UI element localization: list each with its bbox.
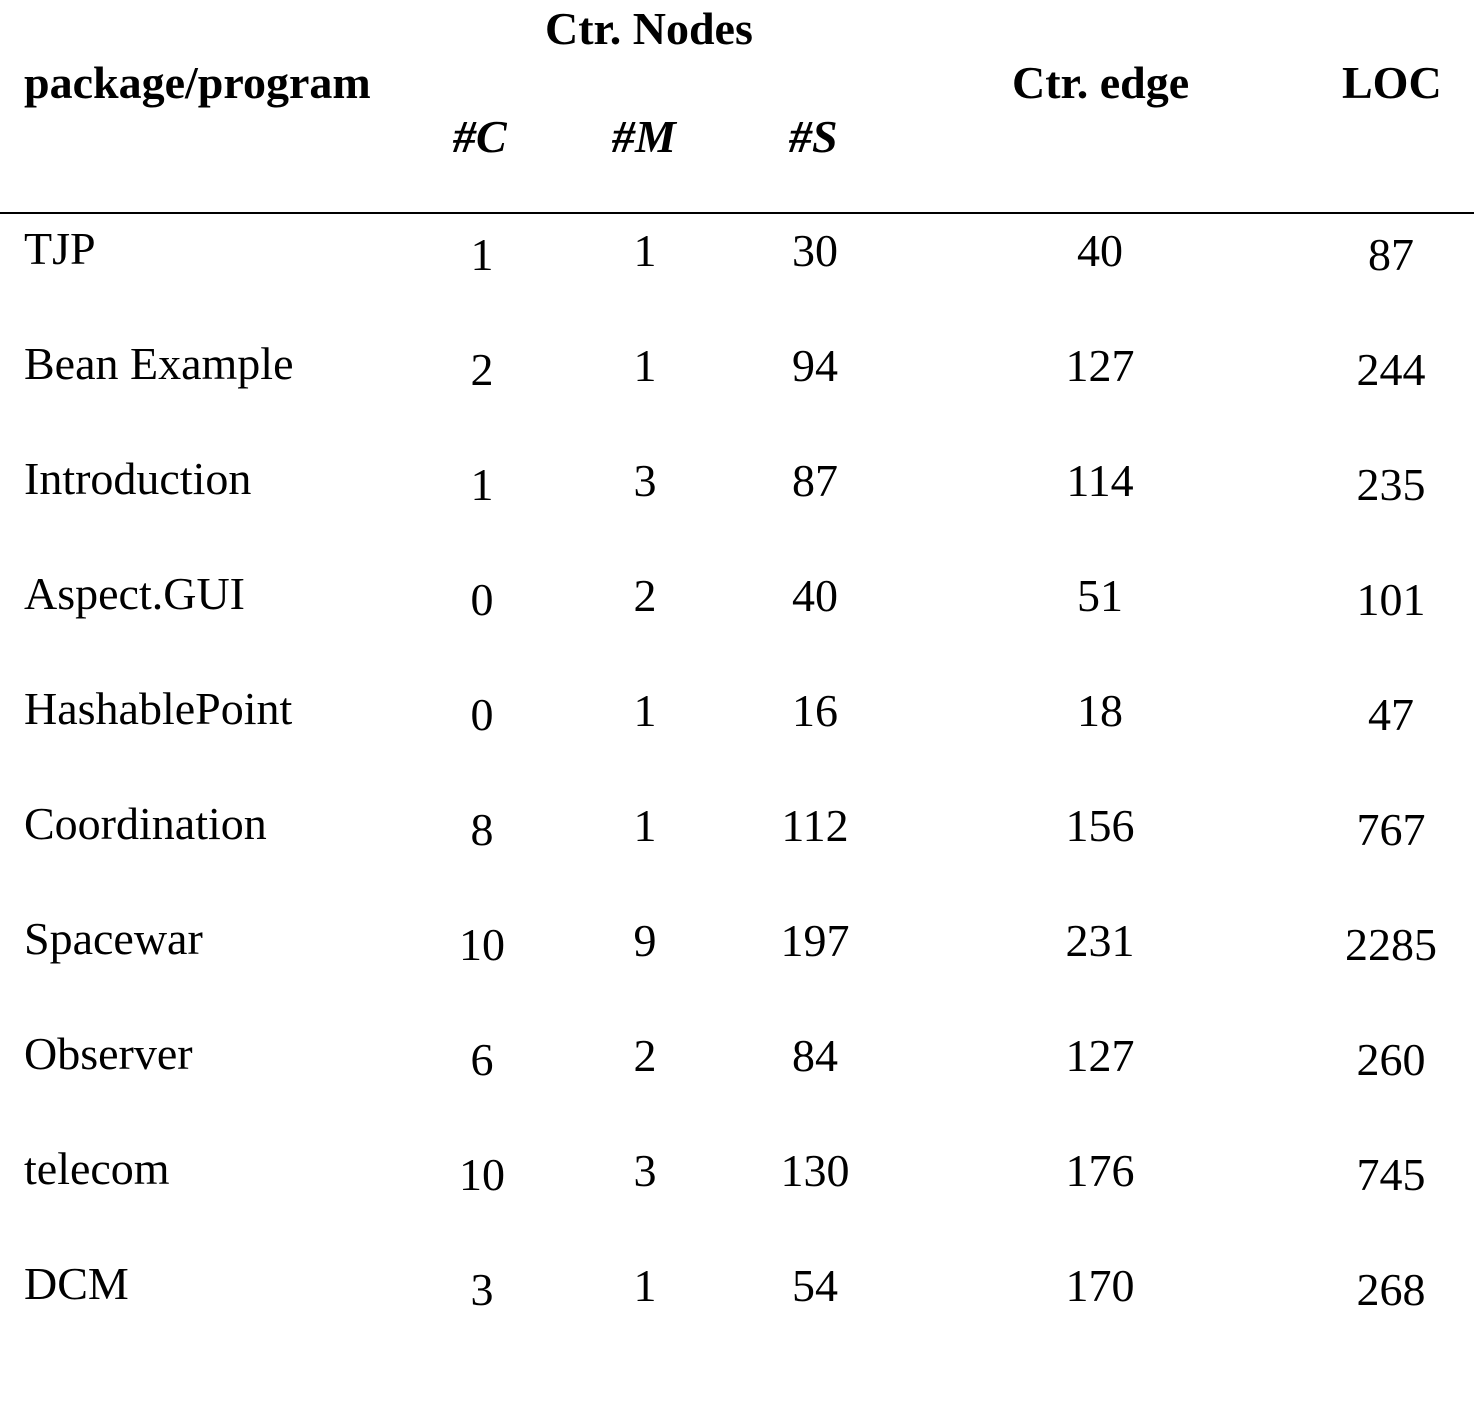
cell-c: 10 bbox=[459, 1149, 505, 1200]
cell-ctr-edge: 176 bbox=[1065, 1145, 1135, 1196]
cell-package: Introduction bbox=[24, 453, 252, 504]
cell-m: 3 bbox=[633, 1145, 657, 1196]
cell-s: 94 bbox=[792, 340, 838, 391]
cell-m: 1 bbox=[633, 340, 657, 391]
cell-ctr-edge: 127 bbox=[1065, 340, 1135, 391]
header-loc: LOC bbox=[1342, 57, 1442, 108]
cell-package: TJP bbox=[24, 223, 96, 274]
table-row bbox=[0, 223, 1474, 286]
cell-c: 10 bbox=[459, 919, 505, 970]
cell-s: 54 bbox=[792, 1260, 838, 1311]
header-divider bbox=[0, 212, 1474, 214]
cell-ctr-edge: 40 bbox=[1077, 225, 1123, 276]
cell-s: 87 bbox=[792, 455, 838, 506]
cell-c: 0 bbox=[470, 689, 494, 740]
cell-loc: 235 bbox=[1356, 459, 1426, 510]
cell-ctr-edge: 231 bbox=[1065, 915, 1135, 966]
table-row bbox=[0, 453, 1474, 516]
cell-c: 2 bbox=[470, 344, 494, 395]
cell-s: 40 bbox=[792, 570, 838, 621]
cell-loc: 268 bbox=[1356, 1264, 1426, 1315]
cell-package: Coordination bbox=[24, 798, 267, 849]
cell-ctr-edge: 114 bbox=[1066, 455, 1134, 506]
table-row bbox=[0, 568, 1474, 631]
cell-s: 30 bbox=[792, 225, 838, 276]
cell-c: 3 bbox=[470, 1264, 494, 1315]
cell-c: 1 bbox=[470, 459, 494, 510]
cell-c: 0 bbox=[470, 574, 494, 625]
header-ctr-nodes: Ctr. Nodes bbox=[545, 3, 753, 54]
cell-ctr-edge: 170 bbox=[1065, 1260, 1135, 1311]
cell-loc: 767 bbox=[1356, 804, 1426, 855]
cell-loc: 101 bbox=[1356, 574, 1426, 625]
cell-ctr-edge: 51 bbox=[1077, 570, 1123, 621]
cell-s: 16 bbox=[792, 685, 838, 736]
cell-s: 130 bbox=[780, 1145, 850, 1196]
table-row bbox=[0, 913, 1474, 976]
cell-m: 9 bbox=[633, 915, 657, 966]
cell-loc: 2285 bbox=[1345, 919, 1437, 970]
cell-package: DCM bbox=[24, 1258, 129, 1309]
cell-ctr-edge: 127 bbox=[1065, 1030, 1135, 1081]
cell-c: 1 bbox=[470, 229, 494, 280]
cell-s: 84 bbox=[792, 1030, 838, 1081]
header-ctr-edge: Ctr. edge bbox=[1012, 57, 1190, 108]
cell-loc: 47 bbox=[1368, 689, 1414, 740]
cell-ctr-edge: 18 bbox=[1077, 685, 1123, 736]
cell-m: 1 bbox=[633, 225, 657, 276]
cell-m: 1 bbox=[633, 685, 657, 736]
cell-m: 2 bbox=[633, 1030, 657, 1081]
cell-s: 197 bbox=[780, 915, 850, 966]
cell-c: 6 bbox=[470, 1034, 494, 1085]
cell-package: Spacewar bbox=[24, 913, 203, 964]
cell-package: Bean Example bbox=[24, 338, 294, 389]
cell-c: 8 bbox=[470, 804, 494, 855]
cell-loc: 745 bbox=[1356, 1149, 1426, 1200]
cell-m: 1 bbox=[633, 800, 657, 851]
header-s: #S bbox=[789, 111, 838, 162]
table-row bbox=[0, 1028, 1474, 1091]
cell-loc: 244 bbox=[1356, 344, 1426, 395]
table-row bbox=[0, 1143, 1474, 1206]
cell-package: Aspect.GUI bbox=[24, 568, 245, 619]
cell-ctr-edge: 156 bbox=[1065, 800, 1135, 851]
cell-loc: 260 bbox=[1356, 1034, 1426, 1085]
header-package: package/program bbox=[24, 57, 371, 108]
cell-m: 3 bbox=[633, 455, 657, 506]
cell-m: 2 bbox=[633, 570, 657, 621]
cell-package: Observer bbox=[24, 1028, 193, 1079]
header-m: #M bbox=[612, 111, 676, 162]
cell-s: 112 bbox=[781, 800, 849, 851]
header-c: #C bbox=[453, 111, 507, 162]
table-row bbox=[0, 798, 1474, 861]
table-row bbox=[0, 338, 1474, 401]
cell-loc: 87 bbox=[1368, 229, 1414, 280]
cell-package: telecom bbox=[24, 1143, 170, 1194]
cell-package: HashablePoint bbox=[24, 683, 293, 734]
table-row bbox=[0, 683, 1474, 746]
table-row bbox=[0, 1258, 1474, 1321]
cell-m: 1 bbox=[633, 1260, 657, 1311]
